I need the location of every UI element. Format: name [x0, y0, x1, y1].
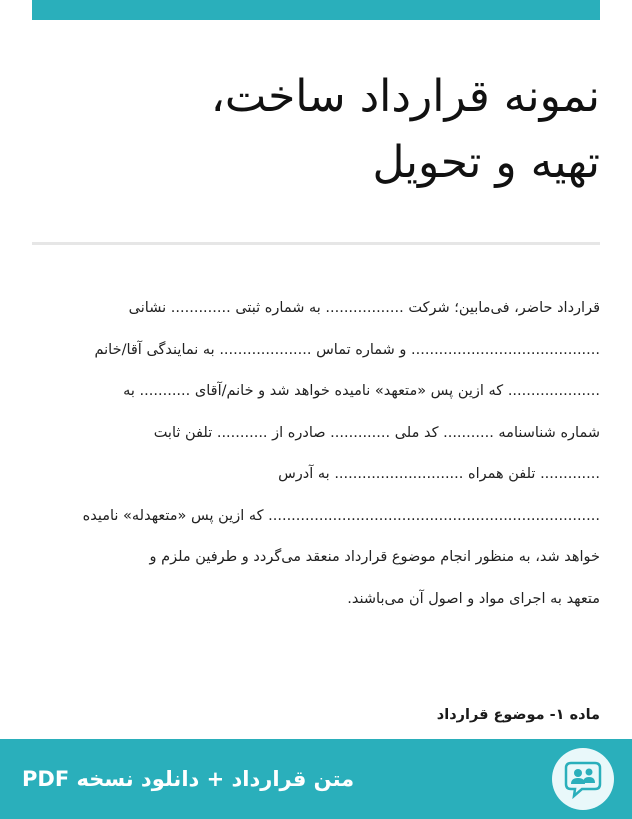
- page-title-line-2: تهیه و تحویل: [372, 137, 600, 188]
- intro-line-7: خواهد شد، به منظور انجام موضوع قرارداد منعقد می‌گردد و طرفین ملزم و: [149, 549, 600, 565]
- title-divider: [32, 242, 600, 245]
- page-title-line-1: نمونه قرارداد ساخت،: [210, 71, 600, 122]
- download-pdf-label[interactable]: متن قرارداد + دانلود نسخه PDF: [22, 767, 355, 791]
- intro-line-4: شماره شناسنامه ........... کد ملی ............. صادره از ........... تلفن ثابت: [153, 424, 600, 441]
- intro-line-3: .................... که ازین پس «متعهد» نامیده خواهد شد و خانم/آقای ........... به: [123, 383, 600, 399]
- intro-line-8: متعهد به اجرای مواد و اصول آن می‌باشند.: [347, 590, 600, 607]
- intro-line-1: قرارداد حاضر، فی‌مابین؛ شرکت ................. به شماره ثبتی ............. نشانی: [128, 300, 600, 316]
- page-title: [30, 64, 600, 196]
- download-banner[interactable]: [0, 739, 632, 819]
- top-accent-bar: [32, 0, 600, 20]
- people-chat-icon: [552, 748, 614, 810]
- intro-line-5: ............. تلفن همراه ............................ به آدرس: [278, 466, 600, 482]
- intro-line-6: ........................................................................ که ازین پس «متعهدله» نامیده: [82, 507, 600, 524]
- contract-intro-paragraph: [30, 288, 600, 620]
- article-1-heading: ماده ۱- موضوع قرارداد: [436, 707, 600, 723]
- site-logo: [552, 748, 614, 810]
- intro-line-2: ......................................... و شماره تماس .................... به نمایندگی آقا/خانم: [94, 341, 600, 358]
